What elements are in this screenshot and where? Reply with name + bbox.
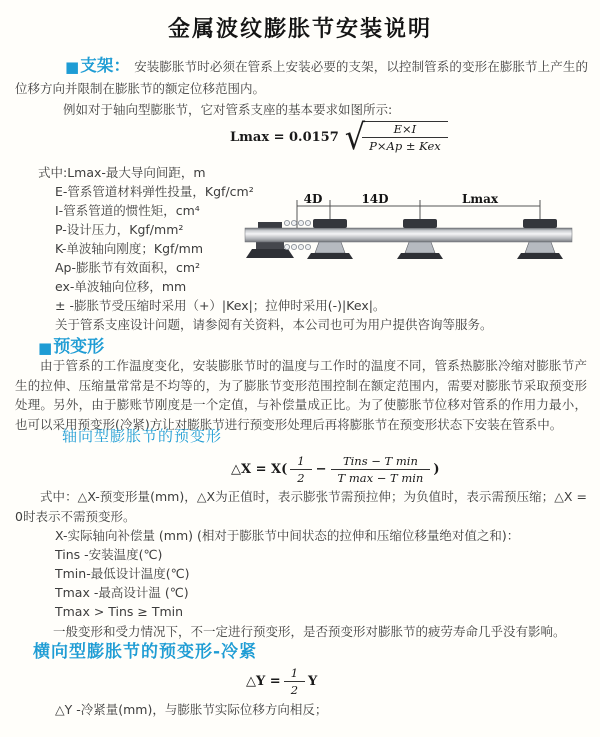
- definition-line: Tmax > Tins ≥ Tmin: [55, 604, 184, 619]
- formula-lmax-numerator: E×I: [362, 122, 448, 138]
- formula-dy-rhs: Y: [308, 674, 318, 689]
- formula-lmax: [230, 116, 448, 158]
- fraction-denominator: T max − T min: [337, 471, 424, 485]
- fraction-numerator: 1: [284, 666, 305, 682]
- axial-definitions-list: [55, 526, 519, 621]
- definition-line: Tmin-最低设计温度(℃): [55, 566, 190, 581]
- page-title: 金属波纹膨胀节安装说明: [167, 17, 432, 42]
- formula-lmax-lhs: Lmax = 0.0157: [230, 129, 339, 145]
- fraction-one-half: [284, 666, 305, 697]
- predeform-paragraph: 由于管系的工作温度变化，安装膨胀节时的温度与工作时的温度不同，管系热膨胀冷缩对膨胀节产生的拉伸、压缩量常常是不均等的，为了膨胀节变形范围控制在额定范围内，需要对膨胀节采取预变形处理。另外，由于膨账节刚度是一个定值，与补偿量成正比。为了使膨胀节位移对管系的作用力最小，也可以采用预变形(冷紧)方让对膨胀节进行预变形处理后再将膨胀节在预变形状态下安装在管系中。: [15, 358, 587, 432]
- definition-line: ex-单波轴向位移，mm: [55, 279, 187, 294]
- formula-delta-y: [243, 666, 320, 697]
- pipe-support-diagram: [240, 192, 600, 280]
- axial-note: 一般变形和受力情况下，不一定进行预变形，是否预变形对膨胀节的疲劳寿命几乎没有影响。: [53, 624, 566, 639]
- predeform-heading-label: 预变形: [53, 337, 105, 357]
- formula-lmax-fraction: [362, 121, 448, 153]
- definition-line: E-管系管道材料弹性投量，Kgf/cm²: [55, 184, 254, 199]
- definition-line: I-管系管道的惯性矩，cm⁴: [55, 203, 200, 218]
- definition-line: Tmax -最高设计温 (℃): [55, 585, 189, 600]
- square-bullet-icon: ■: [65, 58, 80, 76]
- support-intro-text: 安装膨胀节时必须在管系上安装必要的支架，以控制管系的变形在膨胀节上产生的位移方向并限制在膨胀节的额定位移范围内。: [15, 59, 588, 96]
- sqrt-symbol: √: [344, 116, 366, 158]
- formula-lmax-denominator: P×Ap ± Kex: [369, 139, 441, 153]
- dim-label-lmax: Lmax: [461, 192, 499, 206]
- definition-line: ± -膨胀节受压缩时采用（+）|Kex|；拉伸时采用(-)|Kex|。: [55, 298, 386, 313]
- definition-line: 式中:Lmax-最大导向间距，m: [38, 165, 206, 180]
- definition-line: Ap-膨胀节有效面积，cm²: [55, 260, 201, 275]
- section-heading-support: [65, 56, 130, 75]
- fraction-numerator: 1: [290, 454, 311, 470]
- support-intro-paragraph: [15, 55, 588, 100]
- axial-predeform-heading: 轴向型膨胀节的预变形: [62, 427, 223, 445]
- support-heading-label: 支架：: [80, 56, 131, 75]
- lateral-predeform-heading: 横向型膨胀节的预变形-冷紧: [33, 642, 258, 662]
- definition-line: K-单波轴向刚度；Kgf/mm: [55, 241, 203, 256]
- support-example-line: 例如对于轴向型膨胀节，它对管系支座的基本要求如图所示:: [63, 102, 393, 117]
- square-bullet-icon: ■: [38, 339, 53, 357]
- axial-formula-explanation: 式中：△X-预变形量(mm)，△X为正值时，表示膨张节需预拉伸；为负值时，表示需预压缩；△X = 0时表示不需预变形。: [15, 489, 587, 524]
- minus-operator: −: [315, 462, 327, 477]
- fraction-numerator: Tins − T min: [331, 454, 431, 470]
- dim-label-4d: 4D: [303, 192, 323, 206]
- section-heading-predeform: [38, 332, 104, 357]
- definition-line: Tins -安装温度(℃): [55, 547, 163, 562]
- fraction-denominator: 2: [297, 471, 305, 485]
- lateral-note: △Y -冷紧量(mm)，与膨胀节实际位移方向相反；: [55, 702, 328, 717]
- formula-dy-lhs: △Y =: [246, 674, 281, 689]
- pipe: [245, 228, 572, 242]
- fraction-temperature: [331, 454, 431, 485]
- formula-delta-x: [228, 454, 443, 485]
- formula-dx-lhs: △X = X(: [231, 462, 288, 477]
- fraction-one-half: [290, 454, 311, 485]
- fraction-denominator: 2: [290, 683, 299, 697]
- definition-line: X-实际轴向补偿量 (mm) (相对于膨胀节中间状态的拉伸和压缩位移量绝对值之和)：: [55, 528, 520, 543]
- formula-dx-rhs: ): [433, 462, 440, 477]
- definition-line: P-设计压力，Kgf/mm²: [55, 222, 184, 237]
- dim-label-14d: 14D: [361, 192, 389, 206]
- definition-line: 关于管系支座设计问题，请参阅有关资料，本公司也可为用户提供咨询等服务。: [55, 317, 493, 332]
